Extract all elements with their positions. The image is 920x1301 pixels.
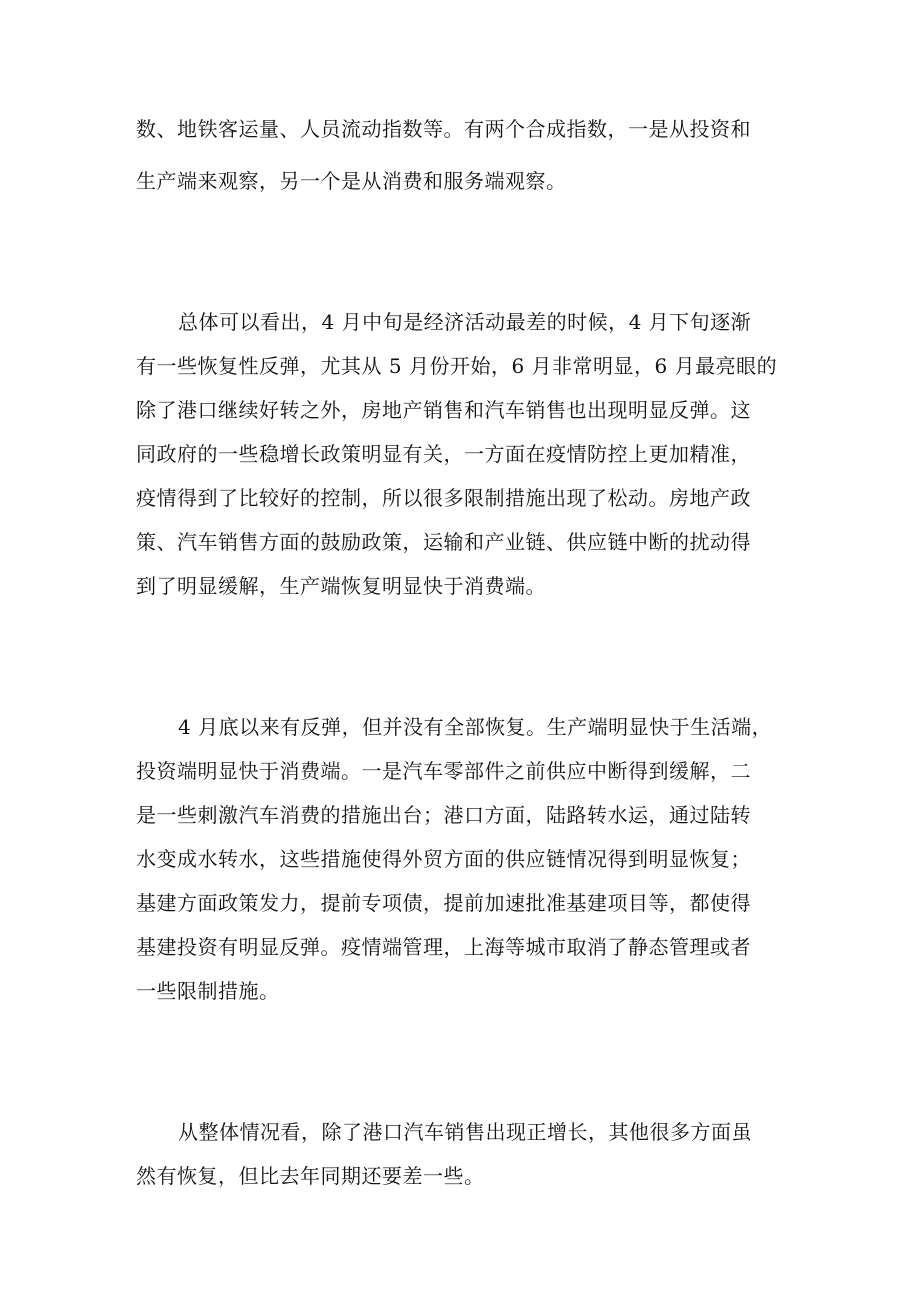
paragraph-line: 基建投资有明显反弹。疫情端管理，上海等城市取消了静态管理或者 — [136, 935, 751, 959]
paragraph-line: 策、汽车销售方面的鼓励政策，运输和产业链、供应链中断的扰动得 — [136, 530, 751, 554]
paragraph-line: 是一些刺激汽车消费的措施出台；港口方面，陆路转水运，通过陆转 — [136, 803, 751, 827]
paragraph-line: 水变成水转水，这些措施使得外贸方面的供应链情况得到明显恢复； — [136, 847, 751, 871]
paragraph-line: 一些限制措施。 — [136, 979, 280, 1003]
paragraph-line: 有一些恢复性反弹，尤其从 5 月份开始，6 月非常明显，6 月最亮眼的 — [136, 354, 778, 378]
paragraph-line: 除了港口继续好转之外，房地产销售和汽车销售也出现明显反弹。这 — [136, 398, 751, 422]
paragraph-line: 投资端明显快于消费端。一是汽车零部件之前供应中断得到缓解，二 — [136, 759, 751, 783]
paragraph-line: 数、地铁客运量、人员流动指数等。有两个合成指数，一是从投资和 — [136, 117, 751, 141]
paragraph-line: 生产端来观察，另一个是从消费和服务端观察。 — [136, 169, 567, 193]
paragraph-line: 到了明显缓解，生产端恢复明显快于消费端。 — [136, 574, 546, 598]
paragraph-line: 从整体情况看，除了港口汽车销售出现正增长，其他很多方面虽 — [178, 1120, 752, 1144]
paragraph-line: 然有恢复，但比去年同期还要差一些。 — [136, 1164, 485, 1188]
paragraph-line: 疫情得到了比较好的控制，所以很多限制措施出现了松动。房地产政 — [136, 486, 751, 510]
paragraph-line: 4 月底以来有反弹，但并没有全部恢复。生产端明显快于生活端， — [178, 715, 773, 739]
paragraph-line: 同政府的一些稳增长政策明显有关，一方面在疫情防控上更加精准， — [136, 442, 751, 466]
paragraph-line: 总体可以看出，4 月中旬是经济活动最差的时候，4 月下旬逐渐 — [178, 310, 752, 334]
paragraph-line: 基建方面政策发力，提前专项债，提前加速批准基建项目等，都使得 — [136, 891, 751, 915]
